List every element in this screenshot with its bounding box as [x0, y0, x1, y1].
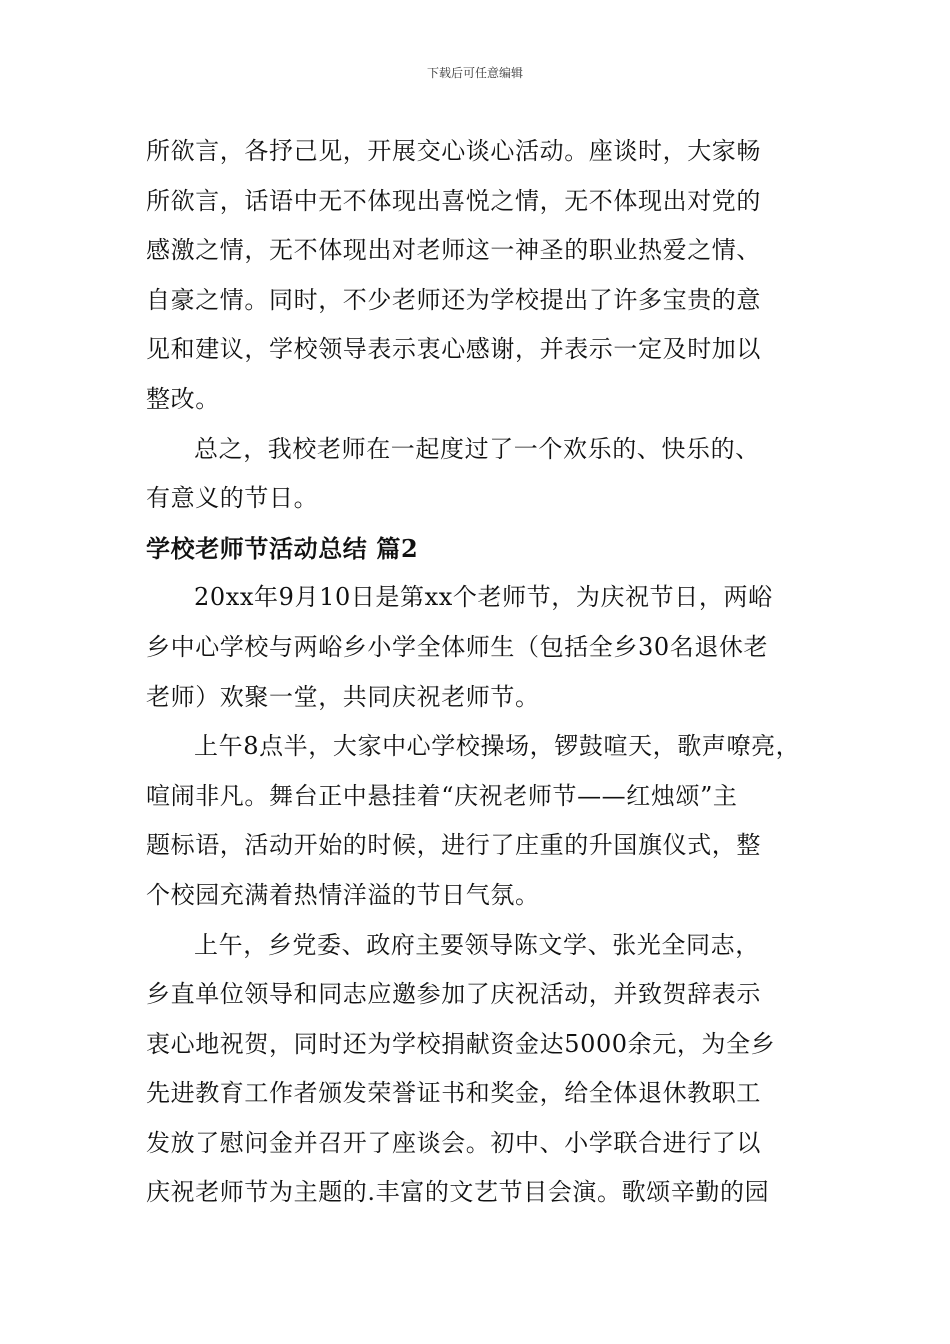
paragraph-line: 老师）欢聚一堂，共同庆祝老师节。 [146, 682, 540, 711]
paragraph-line: 所欲言，各抒己见，开展交心谈心活动。座谈时，大家畅 [146, 137, 761, 165]
paragraph-line: 自豪之情。同时，不少老师还为学校提出了许多宝贵的意 [146, 285, 761, 314]
paragraph-2 [146, 425, 811, 524]
paragraph-line: 先进教育工作者颁发荣誉证书和奖金，给全体退休教职工 [146, 1079, 761, 1108]
paragraph-line: 庆祝老师节为主题的.丰富的文艺节目会演。歌颂辛勤的园 [146, 1178, 770, 1207]
paragraph-line: 整改。 [146, 384, 220, 413]
paragraph-line: 感激之情，无不体现出对老师这一神圣的职业热爱之情、 [146, 236, 761, 265]
paragraph-line: 上午8点半，大家中心学校操场，锣鼓喧天，歌声嘹亮， [194, 732, 801, 761]
paragraph-line: 喧闹非凡。舞台正中悬挂着“庆祝老师节——红烛颂”主 [146, 781, 738, 810]
paragraph-line: 20xx年9月10日是第xx个老师节，为庆祝节日，两峪 [194, 583, 773, 612]
paragraph-line: 乡中心学校与两峪乡小学全体师生（包括全乡30名退休老 [146, 632, 769, 661]
paragraph-line: 乡直单位领导和同志应邀参加了庆祝活动，并致贺辞表示 [146, 980, 761, 1009]
paragraph-1 [146, 127, 811, 425]
paragraph-4 [146, 722, 811, 920]
paragraph-line: 总之，我校老师在一起度过了一个欢乐的、快乐的、 [194, 434, 760, 463]
paragraph-line: 题标语，活动开始的时候，进行了庄重的升国旗仪式，整 [146, 831, 761, 860]
paragraph-line: 发放了慰问金并召开了座谈会。初中、小学联合进行了以 [146, 1128, 761, 1157]
paragraph-3 [146, 573, 811, 722]
paragraph-line: 所欲言，话语中无不体现出喜悦之情，无不体现出对党的 [146, 186, 761, 215]
paragraph-line: 有意义的节日。 [146, 484, 319, 513]
paragraph-line: 个校园充满着热情洋溢的节日气氛。 [146, 880, 540, 909]
paragraph-5 [146, 921, 811, 1219]
paragraph-line: 上午，乡党委、政府主要领导陈文学、张光全同志， [194, 930, 760, 959]
paragraph-line: 见和建议，学校领导表示衷心感谢，并表示一定及时加以 [146, 335, 761, 364]
section-heading: 学校老师节活动总结 篇2 [146, 533, 419, 563]
paragraph-line: 衷心地祝贺，同时还为学校捐献资金达5000余元，为全乡 [146, 1029, 776, 1058]
page-header-note: 下载后可任意编辑 [426, 66, 523, 80]
document-body [146, 127, 811, 1218]
